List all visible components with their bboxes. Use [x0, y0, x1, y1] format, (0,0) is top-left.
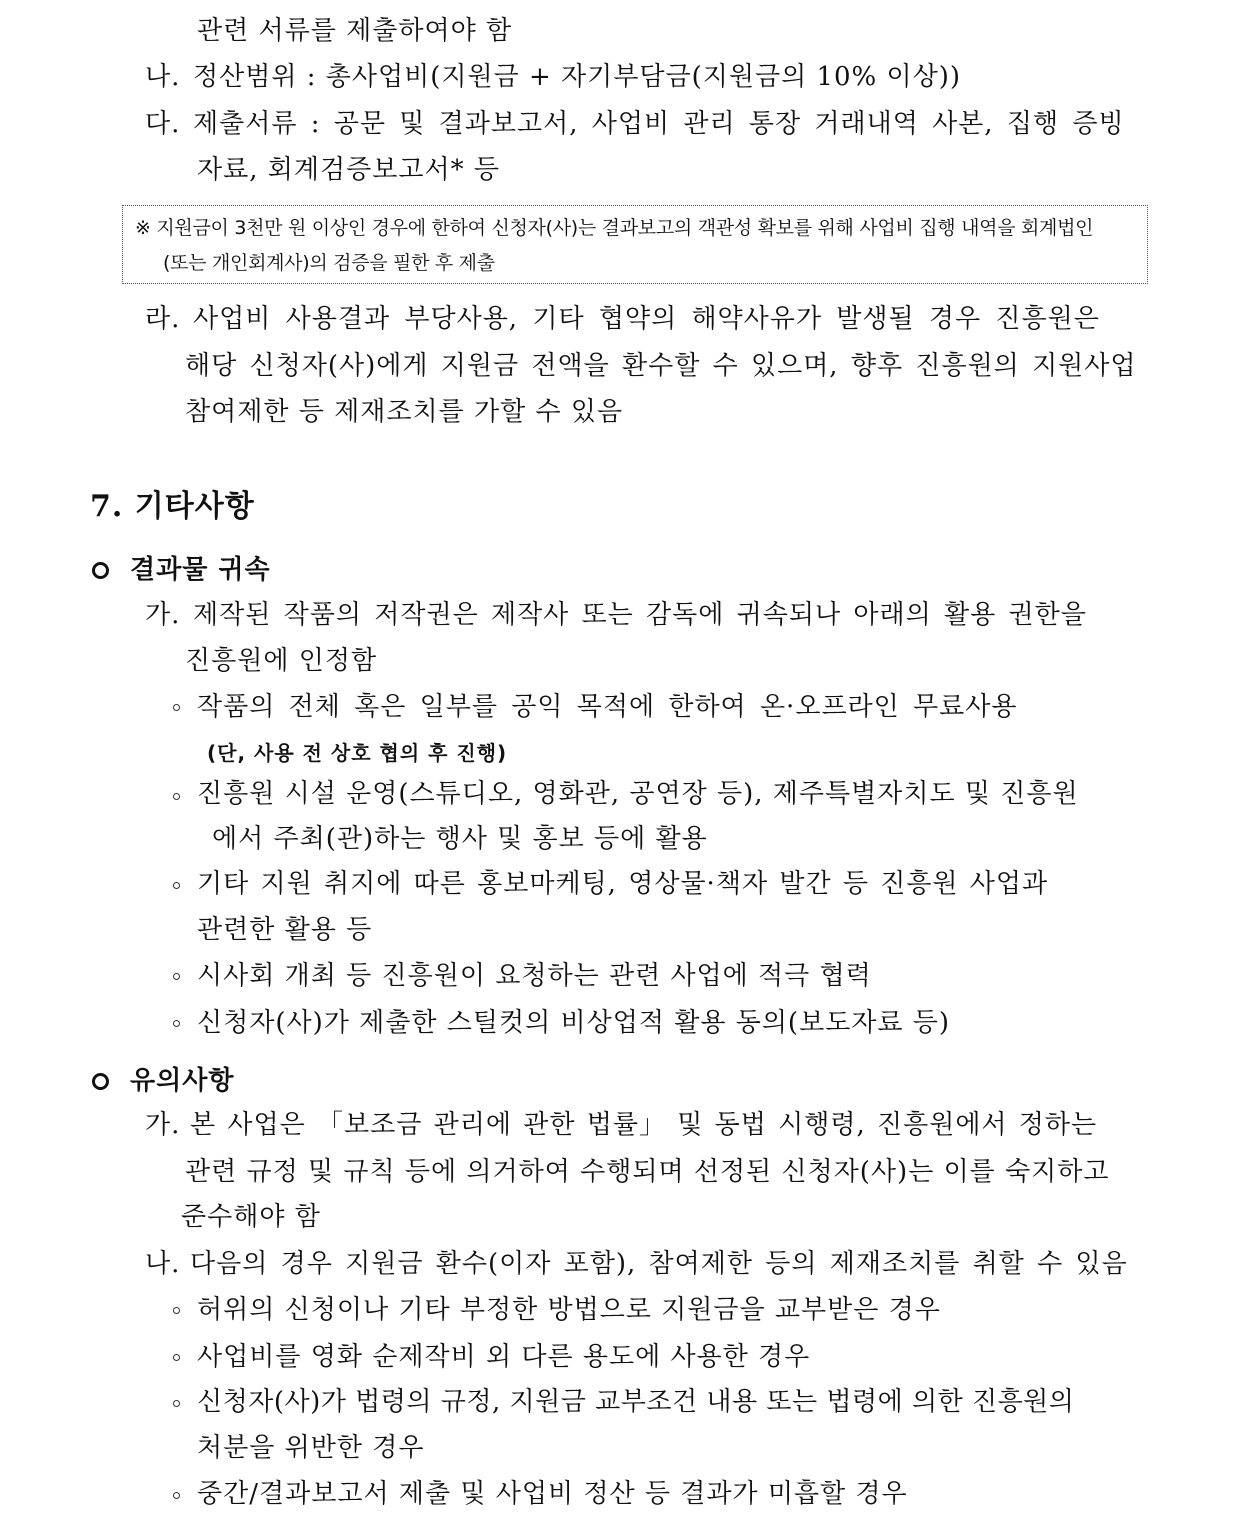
- note-line-2: (또는 개인회계사)의 검증을 필한 후 제출: [163, 252, 495, 274]
- precautions-marker-na: 나.: [145, 1249, 181, 1279]
- settlement-scope: 정산범위 : 총사업비(지원금 + 자기부담금(지원금의 10% 이상)): [193, 62, 962, 92]
- precautions-heading: 유의사항: [130, 1066, 235, 1096]
- item-marker-ra: 라.: [145, 304, 181, 334]
- ownership-ga-line-2: 진흥원에 인정함: [185, 646, 378, 676]
- hollow-circle-bullet-icon: [92, 562, 109, 579]
- precautions-bullet-3: 신청자(사)가 법령의 규정, 지원금 교부조건 내용 또는 법령에 의한 진흥원의: [197, 1387, 1075, 1417]
- ownership-bullet-1: 작품의 전체 혹은 일부를 공익 목적에 한하여 온·오프라인 무료사용: [197, 692, 1018, 722]
- ownership-bullet-3: 기타 지원 취지에 따른 홍보마케팅, 영상물·책자 발간 등 진흥원 사업과: [197, 869, 1049, 899]
- ownership-ga-line-1: 제작된 작품의 저작권은 제작사 또는 감독에 귀속되나 아래의 활용 권한을: [193, 600, 1087, 630]
- required-documents-cont: 자료, 회계검증보고서* 등: [197, 155, 500, 185]
- bullet-dot-icon: [173, 1307, 180, 1314]
- ownership-bullet-3-cont: 관련한 활용 등: [197, 915, 373, 945]
- bullet-dot-icon: [173, 1492, 180, 1499]
- note-box: [122, 205, 1148, 284]
- bullet-dot-icon: [173, 1354, 180, 1361]
- ownership-heading: 결과물 귀속: [130, 555, 271, 585]
- bullet-dot-icon: [173, 1400, 180, 1407]
- bullet-dot-icon: [173, 793, 180, 800]
- required-documents: 제출서류 : 공문 및 결과보고서, 사업비 관리 통장 거래내역 사본, 집행 증빙: [193, 109, 1125, 139]
- ra-line-3: 참여제한 등 제재조치를 가할 수 있음: [185, 397, 624, 427]
- item-marker-da: 다.: [145, 109, 181, 139]
- ownership-bullet-5: 신청자(사)가 제출한 스틸컷의 비상업적 활용 동의(보도자료 등): [197, 1008, 951, 1038]
- ownership-bullet-1-note: (단, 사용 전 상호 협의 후 진행): [207, 741, 508, 765]
- ra-line-2: 해당 신청자(사)에게 지원금 전액을 환수할 수 있으며, 향후 진흥원의 지원사업: [185, 351, 1137, 381]
- section-title: 7. 기타사항: [90, 489, 255, 524]
- ownership-bullet-2-cont: 에서 주최(관)하는 행사 및 홍보 등에 활용: [212, 824, 708, 854]
- ownership-bullet-4: 시사회 개최 등 진흥원이 요청하는 관련 사업에 적극 협력: [197, 961, 872, 991]
- ownership-marker-ga: 가.: [145, 600, 181, 630]
- precautions-bullet-1: 허위의 신청이나 기타 부정한 방법으로 지원금을 교부받은 경우: [197, 1295, 941, 1325]
- item-marker-na: 나.: [145, 62, 181, 92]
- bullet-dot-icon: [173, 704, 180, 711]
- precautions-bullet-4: 중간/결과보고서 제출 및 사업비 정산 등 결과가 미흡할 경우: [197, 1479, 908, 1509]
- bullet-dot-icon: [173, 973, 180, 980]
- ownership-bullet-2: 진흥원 시설 운영(스튜디오, 영화관, 공연장 등), 제주특별자치도 및 진흥원: [197, 779, 1079, 809]
- hollow-circle-bullet-icon: [92, 1073, 109, 1090]
- precautions-ga-line-1: 본 사업은 「보조금 관리에 관한 법률」 및 동법 시행령, 진흥원에서 정하는: [190, 1110, 1098, 1140]
- precautions-ga-line-3: 준수해야 함: [181, 1202, 321, 1232]
- note-line-1: ※ 지원금이 3천만 원 이상인 경우에 한하여 신청자(사)는 결과보고의 객관성 확보를 위해 사업비 집행 내역을 회계법인: [135, 217, 1094, 239]
- bullet-dot-icon: [173, 882, 180, 889]
- precautions-bullet-2: 사업비를 영화 순제작비 외 다른 용도에 사용한 경우: [197, 1342, 811, 1372]
- ra-line-1: 사업비 사용결과 부당사용, 기타 협약의 해약사유가 발생될 경우 진흥원은: [193, 304, 1100, 334]
- intro-line: 관련 서류를 제출하여야 함: [197, 16, 513, 46]
- precautions-marker-ga: 가.: [145, 1110, 181, 1140]
- precautions-na-line-1: 다음의 경우 지원금 환수(이자 포함), 참여제한 등의 제재조치를 취할 수 있음: [190, 1249, 1128, 1279]
- precautions-bullet-3-cont: 처분을 위반한 경우: [197, 1433, 425, 1463]
- bullet-dot-icon: [173, 1020, 180, 1027]
- precautions-ga-line-2: 관련 규정 및 규칙 등에 의거하여 수행되며 선정된 신청자(사)는 이를 숙지하고: [185, 1157, 1110, 1187]
